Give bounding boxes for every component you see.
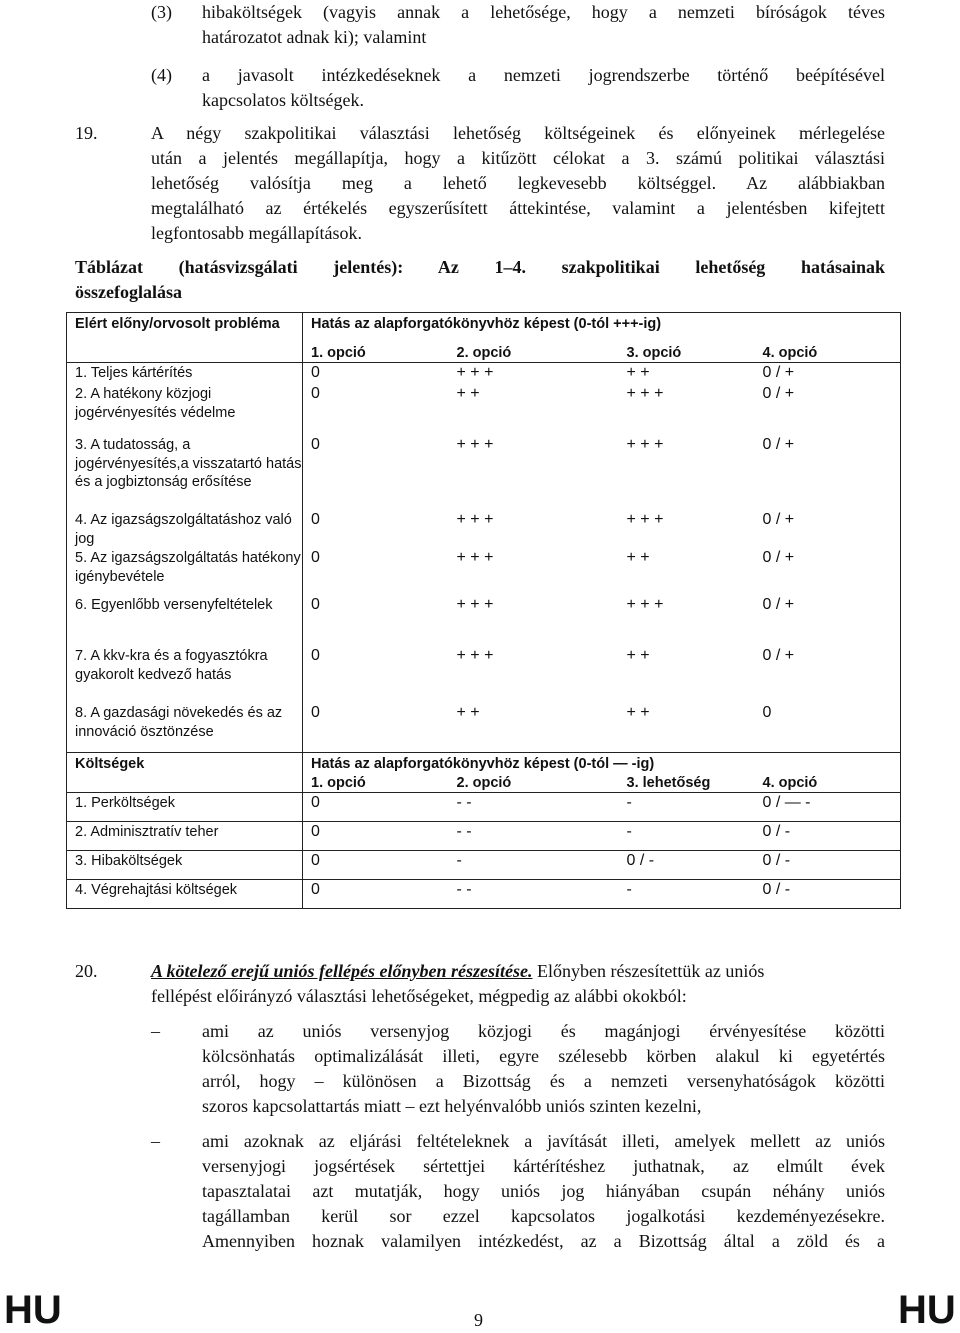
list-text-line: hibaköltségek (vagyis annak a lehetősége, hogy a nemzeti bíróságok téves xyxy=(202,2,885,22)
benefits-row-value: 0 xyxy=(762,704,772,721)
dash-bullet: – xyxy=(151,1131,160,1151)
benefits-row-value: + + + xyxy=(456,596,494,613)
dash-item-line: ami azoknak az eljárási feltételeknek a javítását illeti, amelyek mellett az uniós xyxy=(202,1131,885,1151)
paragraph-line-rest: Előnyben részesítettük az uniós xyxy=(532,961,765,981)
costs-option-header: 4. opció xyxy=(762,774,818,791)
dash-item-line: tagállamban kerül sor ezzel kapcsolatos jogalkotási kezdeményezésekre. xyxy=(202,1206,885,1226)
costs-row-value: 0 / — - xyxy=(762,794,811,811)
benefits-row-value: 0 / + xyxy=(762,511,795,528)
paragraph-line: A négy szakpolitikai választási lehetőség költségeinek és előnyeinek mérlegelése xyxy=(151,123,885,143)
benefits-row xyxy=(67,646,901,703)
benefits-row-value: 0 / + xyxy=(762,549,795,566)
benefits-row-value: 0 / + xyxy=(762,436,795,453)
benefits-col-header: Elért előny/orvosolt probléma xyxy=(67,313,303,363)
costs-row-value: 0 xyxy=(311,881,320,898)
benefits-row-value: + + + xyxy=(456,436,494,453)
costs-section xyxy=(67,753,901,909)
footer-language-right: HU xyxy=(898,1288,956,1332)
benefits-option-header: 1. opció xyxy=(311,344,366,361)
benefits-row-value: 0 xyxy=(311,436,320,453)
costs-row-label: 3. Hibaköltségek xyxy=(67,851,303,880)
footer-language-left: HU xyxy=(4,1288,62,1332)
benefits-row-label: 7. A kkv-kra és a fogyasztókra gyakorolt kedvező hatás xyxy=(67,646,303,703)
benefits-group-header: Hatás az alapforgatókönyvhöz képest (0-tól +++-ig) xyxy=(311,316,662,332)
dash-item-line: szoros kapcsolattartás miatt – ezt helyénvalóbb uniós szinten kezelni, xyxy=(202,1096,702,1116)
benefits-row-value: + + + xyxy=(626,436,664,453)
costs-row xyxy=(67,880,901,909)
table-title-line: Táblázat (hatásvizsgálati jelentés): Az 1–4. szakpolitikai lehetőség hatásainak xyxy=(75,257,885,277)
costs-option-header: 1. opció xyxy=(311,774,366,791)
costs-row-value: - xyxy=(626,881,632,898)
benefits-row-value: + + xyxy=(626,704,650,721)
paragraph-line: fellépést előirányzó választási lehetőségeket, mégpedig az alábbi okokból: xyxy=(151,986,687,1006)
benefits-row xyxy=(67,703,901,753)
benefits-row-value: 0 xyxy=(311,549,320,566)
list-text-line: határozatot adnak ki); valamint xyxy=(202,27,427,47)
costs-row-value: 0 / - xyxy=(762,823,791,840)
benefits-row-value: 0 xyxy=(311,385,320,402)
benefits-row-value: 0 / + xyxy=(762,364,795,381)
dash-item-line: ami az uniós versenyjog közjogi és magánjogi érvényesítése közötti xyxy=(202,1021,885,1041)
benefits-row-value: 0 xyxy=(311,364,320,381)
costs-row-value: 0 / - xyxy=(762,881,791,898)
costs-row-value: - - xyxy=(456,794,472,811)
costs-row-value: - xyxy=(626,794,632,811)
list-number: (3) xyxy=(151,2,172,22)
benefits-row-value: + + + xyxy=(456,511,494,528)
costs-row-value: - - xyxy=(456,881,472,898)
costs-row xyxy=(67,822,901,851)
costs-row-label: 1. Perköltségek xyxy=(67,793,303,822)
benefits-row xyxy=(67,595,901,646)
dash-item-line: kölcsönhatás optimalizálását illeti, egyre szélesebb körben alakul ki egyetértés xyxy=(202,1046,885,1066)
paragraph-line: megtalálható az értékelés egyszerűsített áttekintése, valamint a jelentésben kifejtett xyxy=(151,198,885,218)
benefits-option-header: 3. opció xyxy=(626,344,682,361)
benefits-row xyxy=(67,548,901,595)
costs-option-header: 2. opció xyxy=(456,774,512,791)
dash-item-line: arról, hogy – különösen a Bizottság és a nemzeti versenyhatóságok közötti xyxy=(202,1071,885,1091)
costs-row-value: 0 / - xyxy=(626,852,655,869)
costs-row xyxy=(67,793,901,822)
impact-table xyxy=(66,312,901,909)
paragraph-line: lehetőség valósítja meg a lehető legkevesebb költséggel. Az alábbiakban xyxy=(151,173,885,193)
benefits-row-value: + + + xyxy=(626,596,664,613)
costs-group-header: Hatás az alapforgatókönyvhöz képest (0-tól — -ig) xyxy=(311,756,655,772)
benefits-row-label: 6. Egyenlőbb versenyfeltételek xyxy=(67,595,303,646)
benefits-row-label: 5. Az igazságszolgáltatás hatékony igénybevétele xyxy=(67,548,303,595)
dash-item-line: tapasztalatai azt mutatják, hogy uniós jog hiányában csupán néhány uniós xyxy=(202,1181,885,1201)
benefits-row-value: + + + xyxy=(456,364,494,381)
costs-row xyxy=(67,851,901,880)
benefits-row-value: + + + xyxy=(626,385,664,402)
benefits-row xyxy=(67,363,901,385)
benefits-row-value: + + + xyxy=(456,647,494,664)
benefits-row-value: 0 xyxy=(311,704,320,721)
benefits-row-value: 0 / + xyxy=(762,596,795,613)
dash-bullet: – xyxy=(151,1021,160,1041)
benefits-row-value: 0 xyxy=(311,596,320,613)
benefits-option-header: 4. opció xyxy=(762,344,818,361)
dash-item-line: Amennyiben hoznak valamilyen intézkedést, az a Bizottság által a zöld és a xyxy=(202,1231,885,1251)
benefits-row-value: + + xyxy=(626,364,650,381)
costs-row-value: 0 xyxy=(311,852,320,869)
benefits-option-header: 2. opció xyxy=(456,344,512,361)
paragraph-number: 19. xyxy=(75,123,98,143)
paragraph-line: legfontosabb megállapítások. xyxy=(151,223,362,243)
costs-option-header: 3. lehetőség xyxy=(626,774,711,791)
benefits-row-value: 0 xyxy=(311,511,320,528)
costs-row-value: - xyxy=(626,823,632,840)
benefits-row-label: 8. A gazdasági növekedés és az innováció ösztönzése xyxy=(67,703,303,753)
benefits-row xyxy=(67,384,901,435)
list-text-line: a javasolt intézkedéseknek a nemzeti jogrendszerbe történő beépítésével xyxy=(202,65,885,85)
page-number: 9 xyxy=(474,1310,483,1330)
benefits-row-label: 3. A tudatosság, a jogérvényesítés,a visszatartó hatás és a jogbiztonság erősítése xyxy=(67,435,303,510)
benefits-row-label: 4. Az igazságszolgáltatáshoz való jog xyxy=(67,510,303,548)
benefits-row-value: + + xyxy=(626,647,650,664)
paragraph-line: után a jelentés megállapítja, hogy a kitűzött célokat a 3. számú politikai választási xyxy=(151,148,885,168)
benefits-row-value: + + xyxy=(456,385,480,402)
benefits-row-value: + + xyxy=(456,704,480,721)
benefits-row-value: 0 / + xyxy=(762,647,795,664)
costs-row-value: 0 / - xyxy=(762,852,791,869)
benefits-row xyxy=(67,435,901,510)
benefits-row-value: + + + xyxy=(456,549,494,566)
costs-row-value: 0 xyxy=(311,823,320,840)
benefits-row-value: 0 / + xyxy=(762,385,795,402)
list-number: (4) xyxy=(151,65,172,85)
benefits-row-label: 1. Teljes kártérítés xyxy=(67,363,303,385)
table-title-line: összefoglalása xyxy=(75,282,182,302)
benefits-row-value: + + xyxy=(626,549,650,566)
benefits-section xyxy=(67,313,901,753)
paragraph-heading: A kötelező erejű uniós fellépés előnyben részesítése. xyxy=(151,961,533,981)
costs-row-label: 4. Végrehajtási költségek xyxy=(67,880,303,909)
benefits-row xyxy=(67,510,901,548)
benefits-row-value: 0 xyxy=(311,647,320,664)
list-text-line: kapcsolatos költségek. xyxy=(202,90,364,110)
costs-row-value: - - xyxy=(456,823,472,840)
costs-row-value: - xyxy=(456,852,462,869)
costs-row-value: 0 xyxy=(311,794,320,811)
dash-item-line: versenyjogi jogsértések sértettjei kártérítéshez juthatnak, az elmúlt évek xyxy=(202,1156,885,1176)
costs-col-header: Költségek xyxy=(67,753,303,793)
paragraph-number: 20. xyxy=(75,961,98,981)
benefits-row-label: 2. A hatékony közjogi jogérvényesítés védelme xyxy=(67,384,303,435)
costs-row-label: 2. Adminisztratív teher xyxy=(67,822,303,851)
benefits-row-value: + + + xyxy=(626,511,664,528)
